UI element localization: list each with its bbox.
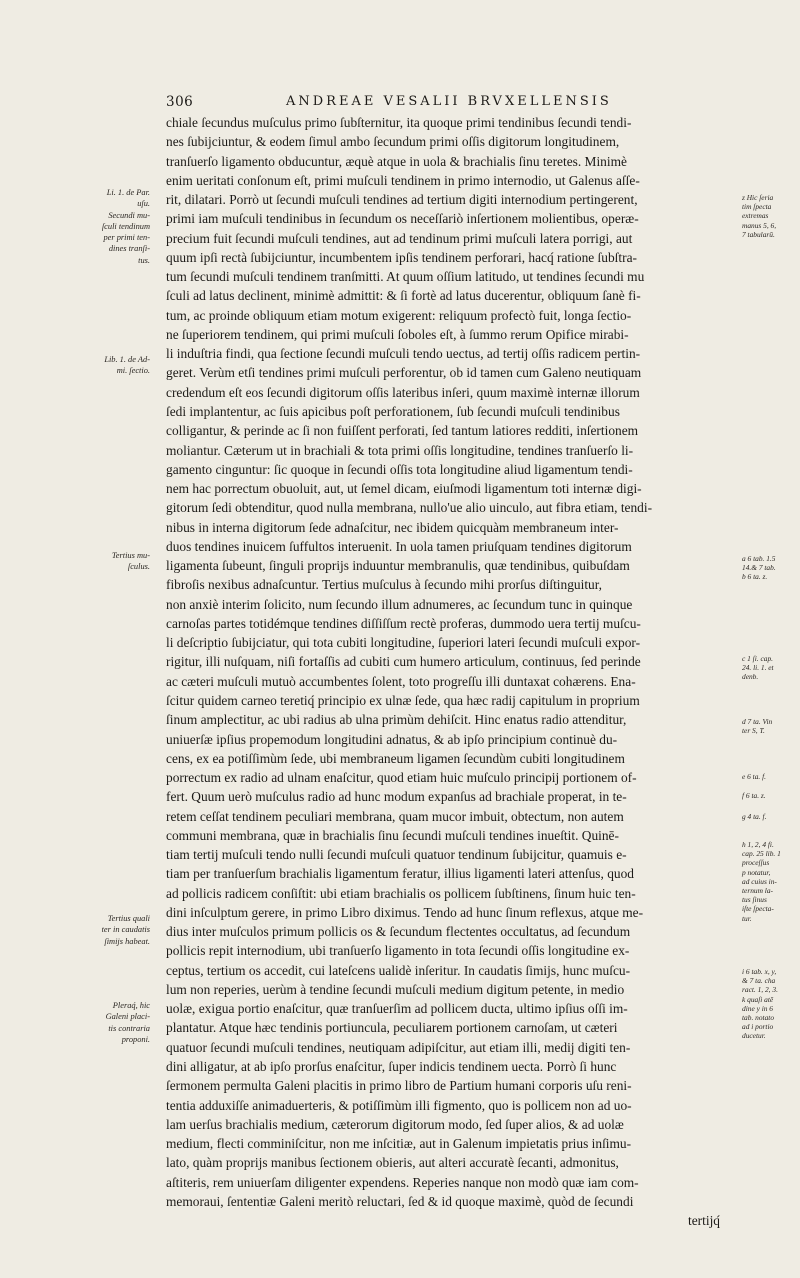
running-head: ANDREAE VESALII BRVXELLENSIS	[286, 94, 612, 109]
text-line: precium fuit ſecundi muſculi tendines, aut ad tendinum primi muſculi latera porrigi, aut	[166, 230, 633, 246]
text-line: geret. Verùm etſi tendines primi muſculi perforentur, ob id tamen cum Galeno neutiquam	[166, 365, 642, 381]
text-line: colligantur, & perinde ac ſi non fuiſſent perforati, ſed tantum latiores redditi, inſertionem	[166, 423, 639, 439]
text-line: quatuor ſecundi muſculi tendines, neutiquam adipiſcitur, aut etiam illi, medij digiti ten-	[166, 1039, 631, 1055]
main-text-block	[166, 113, 740, 1230]
text-line: dius inter muſculos primum pollicis os & ſecundum flectentes occultatus, ad ſecundum	[166, 924, 631, 940]
text-line: lam uerſus brachialis medium, cæterorum digitorum modo, ſed ſuper alios, & ad uolæ	[166, 1116, 624, 1132]
text-line: tertijq́	[688, 1213, 720, 1229]
text-line: porrectum ex radio ad ulnam enaſcitur, quod etiam huic muſculo principij portionem of-	[166, 770, 637, 786]
text-line: uolæ, exigua portio enaſcitur, quæ tranſuerſim ad pollicem ducta, ultimo ipſius oſſi im-	[166, 1001, 628, 1017]
text-line: ac cæteri muſculi mutuò accumbentes ſolent, toto progreſſu illi duntaxat cohærens. Ena-	[166, 673, 636, 689]
text-line: nes ſubijciuntur, & eodem ſimul ambo ſecundum primi oſſis digitorum longitudinem,	[166, 134, 620, 150]
margin-note-left: Tertius mu- ſculus.	[111, 551, 150, 572]
margin-note-right: e 6 ta. f.	[742, 772, 767, 781]
text-line: tentia adduxiſſe animaduerteris, & potiſſimùm illi figmento, quo is pollicem non ad uo-	[166, 1097, 632, 1113]
text-line: rit, dilatari. Porrò ut ſecundi muſculi tendines ad tertium digiti internodium pertingerent,	[166, 192, 638, 208]
text-line: tranſuerſo ligamento obducuntur, æquè atque in uola & brachialis ſinu teretes. Minimè	[166, 153, 627, 169]
text-line: quum ipſi rectà ſubijciuntur, incumbentem ipſis tendinem perforari, hacq́ ratione ſubſtra-	[166, 249, 637, 265]
text-line: ligamenta ſubeunt, ſinguli proprijs induuntur membranulis, quæ tendinibus, quibuſdam	[166, 558, 630, 574]
text-line: lum non reperies, uerùm à tendine ſecundi muſculi medium digitum petente, in medio	[166, 981, 625, 997]
text-line: fert. Quum uerò muſculus radio ad hunc modum expanſus ad brachiale properat, in te-	[166, 789, 627, 805]
margin-note-right: f 6 ta. z.	[742, 791, 766, 800]
margin-note-right: c 1 ſi. cap. 24. li. 1. et denb.	[742, 654, 774, 682]
margin-note-left: Pleraq́, hic Galeni placi- tis contraria proponi.	[105, 1001, 150, 1044]
margin-note-right: a 6 tab. 1.5 14.& 7 tab. b 6 ta. z.	[742, 554, 776, 582]
margin-note-right: i 6 tab. x, y, & 7 ta. cha ract. 1, 2, 3. k quaſi atē dine y in 6 tab. notato ad i portio ducetur.	[742, 967, 778, 1041]
text-line: plantatur. Atque hæc tendinis portiuncula, peculiarem portionem carnoſam, ut cæteri	[166, 1020, 618, 1036]
text-line: dini inſculptum gerere, in primo Libro diximus. Tendo ad hunc ſinum reflexus, atque me-	[166, 904, 644, 920]
text-line: memoraui, ſententiæ Galeni meritò reluctari, ſed & id quoque maximè, quòd de ſecundi	[166, 1193, 634, 1209]
margin-note-right: h 1, 2, 4 fi. cap. 25 lib. 1 proceſſus p notatur, ad cuius in- ternum la- tus ſinus iſte ſpecta- tur.	[742, 840, 781, 923]
text-line: ceptus, tertium os accedit, cui lateſcens ualidè inſeritur. In caudatis ſimijs, hunc muſcu-	[166, 962, 631, 978]
margin-note-left: Lib. 1. de Ad- mi. ſectio.	[104, 355, 150, 376]
text-line: nibus in interna digitorum ſede adnaſcitur, nec ibidem quicquàm membraneum inter-	[166, 519, 619, 535]
text-line: li deſcriptio ſubijciatur, qui tota cubiti longitudine, ſuperiori lateri ſecundi muſculi expor-	[166, 635, 641, 651]
text-line: ſinum amplectitur, ac ubi radius ab ulna primùm dehiſcit. Hinc enatus radio attenditur,	[166, 712, 627, 728]
text-line: ſedi implantentur, ac ſuis apicibus poſt perforationem, ſub ſecundi muſculi tendinibus	[166, 403, 620, 419]
text-line: lato, quàm proprijs manibus ſectionem obieris, aut alteri accuratè ſecanti, admonitus,	[166, 1155, 619, 1171]
margin-note-right: g 4 ta. f.	[742, 812, 767, 821]
text-line: credendum eſt eos ſecundi digitorum oſſis lateribus inſeri, quum maximè internæ illorum	[166, 384, 640, 400]
text-line: ſermonem permulta Galeni placitis in primo libro de Partium humani corporis uſu reni-	[166, 1078, 632, 1094]
margin-note-right: z Hic ſeria tim ſpecta extremas manus 5, 6, 7 tabularū.	[742, 193, 777, 239]
text-line: ſculi ad latus declinent, minimè admittit: & ſi fortè ad latus ducerentur, obliquum ſanè fi-	[166, 288, 641, 304]
margin-note-left: Li. 1. de Par. uſu. Secundi mu- ſculi tendinum per primi ten- dines tranſi- tus.	[101, 188, 150, 265]
text-line: cens, ex ea potiſſimùm ſede, ubi membraneum ligamen ſecundùm cubiti longitudinem	[166, 750, 625, 766]
text-line: dini alligatur, at ab ipſo prorſus enaſcitur, ſuper indicis tendinem uecta. Porrò ſi hunc	[166, 1059, 617, 1075]
text-line: tum ſecundi muſculi tendinem tranſmitti. At quum oſſium latitudo, ut tendines ſecundi mu	[166, 269, 645, 285]
page-number: 306	[166, 94, 194, 110]
text-line: ad pollicis radicem conſiſtit: ubi etiam brachialis os pollicem ſubſtinens, ſinum huic ten-	[166, 885, 636, 901]
text-line: carnoſas partes totidémque tendines diſſiſſum rectè proferas, dummodo uera tertij muſcu-	[166, 615, 641, 631]
text-line: tum, ac proinde obliquum etiam motum exigerent: reliquum profectò fuit, longa ſectio-	[166, 307, 632, 323]
text-line: communi membrana, quæ in brachialis ſinu ſecundi muſculi tendines inueſtit. Quinē-	[166, 827, 619, 843]
margin-note-right: d 7 ta. Vin ter S, T.	[742, 717, 773, 736]
text-line: ſcitur quidem carneo teretiq́ principio ex ulnæ ſede, qua hæc radij capitulum in proprium	[166, 692, 640, 708]
text-line: chiale ſecundus muſculus primo ſubſternitur, ita quoque primi tendinibus ſecundi tendi-	[166, 115, 632, 130]
text-line: aſtiteris, rem uniuerſam diligenter expendens. Reperies nanque non modò quæ iam com-	[166, 1174, 639, 1190]
text-line: primi iam muſculi tendinibus in ſecundum os neceſſariò inſertionem molientibus, operæ-	[166, 211, 639, 227]
text-line: retem ceſſat tendinem peculiari membrana, quam mucor imbuit, obtectum, non autem	[166, 808, 624, 824]
text-line: gitorum ſedi obtenditur, quod nulla membrana, nullo'ue alio uinculo, aut fibra etiam, tendi-	[166, 500, 653, 516]
text-line: nem hac porrectum obuoluit, aut, ut ſemel dicam, eiuſmodi ligamentum toti internæ digi-	[166, 481, 642, 497]
text-line: tiam per tranſuerſum brachialis ligamentum feratur, illius ligamenti lateri attenſus, quod	[166, 866, 634, 882]
text-line: tiam tertij muſculi tendo nulli ſecundi muſculi quatuor tendinum ſubijcitur, quamuis e-	[166, 847, 627, 863]
text-line: li induſtria findi, qua ſectione ſecundi muſculi tendo uectus, ad tertij oſſis radicem pertin-	[166, 346, 641, 362]
margin-note-left: Tertius quali ter in caudatis ſimijs habeat.	[101, 914, 150, 946]
text-line: uniuerſæ ipſius propemodum longitudini adnatus, & ab ipſo principium continuè du-	[166, 731, 618, 747]
text-line: non anxiè interim ſolicito, num ſecundo illum adnumeres, ac ſecundum tunc in quinque	[166, 596, 633, 612]
text-line: ne ſuperiorem tendinem, qui primi muſculi ſoboles eſt, à ſummo rerum Opifice mirabi-	[166, 326, 629, 342]
text-line: enim ueritati conſonum eſt, primi muſculi tendinem in primo internodio, ut Galenus aſſe-	[166, 172, 640, 188]
text-line: duos tendines inuicem ſuffultos interuenit. In uola tamen priuſquam tendines digitorum	[166, 538, 632, 554]
text-line: medium, flecti comminiſcitur, non me inſcitiæ, aut in Galenum impietatis prius inſimu-	[166, 1136, 632, 1152]
text-line: fibroſis nexibus adnaſcuntur. Tertius muſculus à ſecundo mihi prorſus diſtinguitur,	[166, 577, 603, 593]
page-header	[166, 94, 726, 110]
text-line: rigitur, illi nuſquam, niſi fortaſſis ad cubiti cum humero articulum, continuus, ſed perinde	[166, 654, 641, 670]
text-line: gamento cinguntur: ſic quoque in ſecundi oſſis tota longitudine aliud ligamentum tendi-	[166, 461, 633, 477]
text-line: pollicis repit internodium, ubi tranſuerſo ligamento in tota ſecundi oſſis longitudine ex-	[166, 943, 630, 959]
text-line: moliantur. Cæterum ut in brachiali & tota primi oſſis longitudine, tendines tranſuerſo li-	[166, 442, 634, 458]
